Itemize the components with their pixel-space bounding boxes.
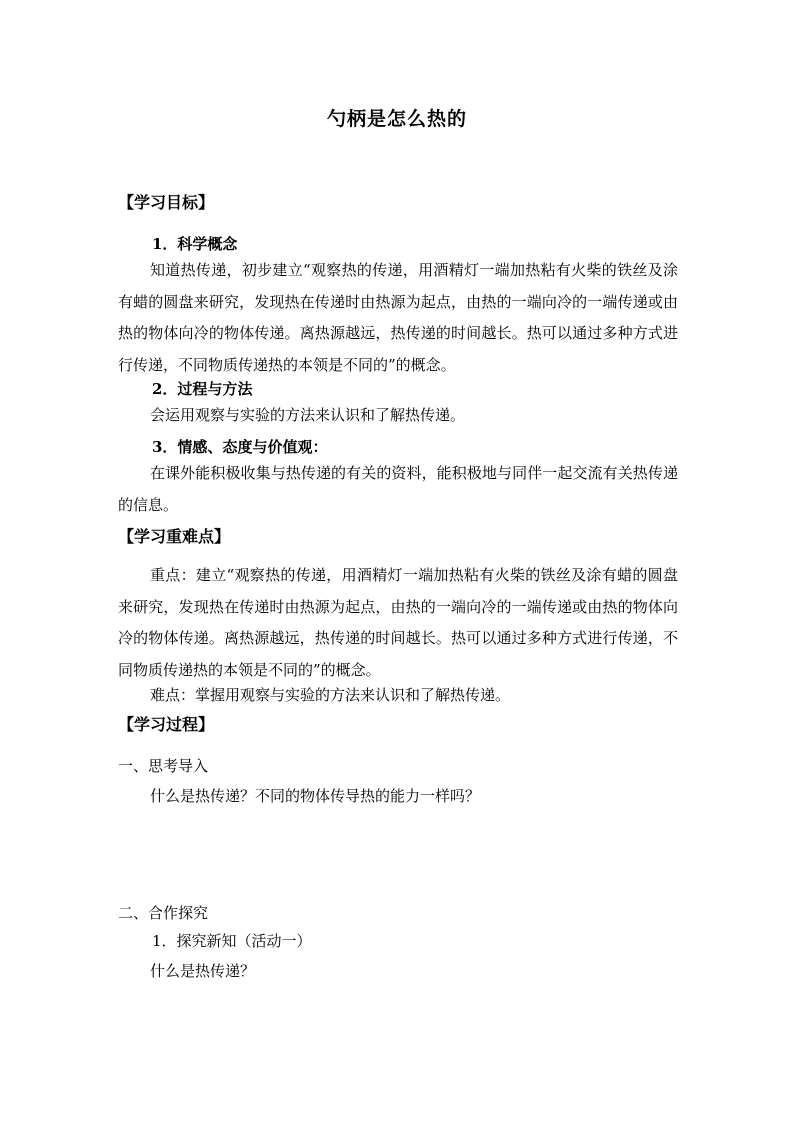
- process-method-label: 2．过程与方法: [152, 380, 253, 398]
- science-concept-text: 知道热传递，初步建立“观察热的传递，用酒精灯一端加热粘有火柴的铁丝及涂有蜡的圆盘来研究，发现热在传递时由热源为起点，由热的一端向冷的一端传递或由热的物体向冷的物体传递。离热源越远，热传递的时间越长。热可以通过多种方式进行传递，不同物质传递热的本领是不同的”的概念。: [118, 261, 678, 374]
- activity-one-label: 1．探究新知（活动一）: [152, 932, 312, 950]
- thinking-intro-question: 什么是热传递？不同的物体传导热的能力一样吗？: [150, 787, 481, 805]
- key-difficult-points-heading: 【学习重难点】: [118, 527, 231, 546]
- learning-process-heading: 【学习过程】: [118, 715, 215, 734]
- page-title: 勺柄是怎么热的: [326, 108, 467, 130]
- learning-goals-heading: 【学习目标】: [118, 193, 215, 212]
- science-concept-label: 1．科学概念: [152, 235, 238, 253]
- attitude-values-label: 3．情感、态度与价值观：: [152, 438, 328, 456]
- cooperative-inquiry-label: 二、合作探究: [118, 904, 209, 922]
- process-method-text: 会运用观察与实验的方法来认识和了解热传递。: [150, 406, 466, 424]
- key-point-text: 重点：建立“观察热的传递，用酒精灯一端加热粘有火柴的铁丝及涂有蜡的圆盘来研究，发现热在传递时由热源为起点，由热的一端向冷的一端传递或由热的物体向冷的物体传递。离热源越远，热传递的时间越长。热可以通过多种方式进行传递，不同物质传递热的本领是不同的”的概念。: [118, 566, 678, 679]
- difficult-point-text: 难点：掌握用观察与实验的方法来认识和了解热传递。: [150, 686, 511, 704]
- activity-one-question: 什么是热传递？: [150, 962, 256, 980]
- attitude-values-text: 在课外能积极收集与热传递的有关的资料，能积极地与同伴一起交流有关热传递的信息。: [118, 464, 678, 514]
- thinking-intro-label: 一、思考导入: [118, 757, 209, 775]
